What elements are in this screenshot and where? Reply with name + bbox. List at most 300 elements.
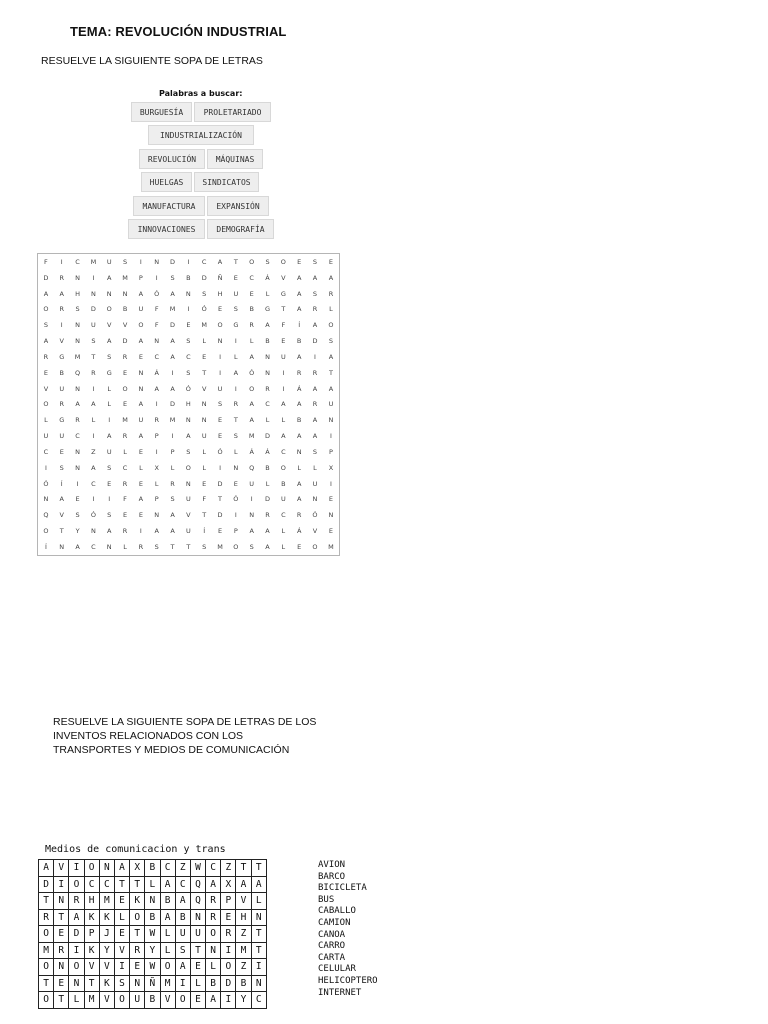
grid-cell[interactable]: A <box>312 384 318 393</box>
grid-cell[interactable]: Ó <box>154 289 160 298</box>
grid-cell[interactable]: S <box>59 463 64 472</box>
word-chip-huelgas[interactable]: HUELGAS <box>141 172 192 192</box>
grid-cell[interactable]: P <box>170 447 175 456</box>
grid-cell[interactable]: A <box>107 526 112 535</box>
grid-cell[interactable]: I <box>282 384 285 393</box>
grid-cell[interactable]: N <box>99 860 114 877</box>
grid-cell[interactable]: A <box>170 511 175 520</box>
grid-cell[interactable]: S <box>43 321 48 330</box>
grid-cell[interactable]: A <box>170 352 175 361</box>
grid-cell[interactable]: S <box>249 542 254 551</box>
grid-cell[interactable]: U <box>280 352 286 361</box>
grid-cell[interactable]: Q <box>190 876 205 893</box>
grid-cell[interactable]: A <box>249 526 254 535</box>
grid-cell[interactable]: T <box>170 542 175 551</box>
grid-cell[interactable]: L <box>313 463 317 472</box>
grid-cell[interactable]: Á <box>296 384 302 393</box>
grid-cell[interactable]: I <box>219 352 221 361</box>
grid-cell[interactable]: M <box>217 542 223 551</box>
grid-cell[interactable]: D <box>201 273 207 282</box>
grid-cell[interactable]: A <box>206 876 221 893</box>
grid-cell[interactable]: L <box>329 305 333 314</box>
grid-cell[interactable]: F <box>154 305 159 314</box>
grid-cell[interactable]: R <box>296 511 302 520</box>
grid-cell[interactable]: A <box>265 542 270 551</box>
grid-cell[interactable]: L <box>170 463 175 472</box>
grid-cell[interactable]: L <box>114 909 129 926</box>
grid-cell[interactable]: V <box>201 384 207 393</box>
grid-cell[interactable]: O <box>138 321 144 330</box>
grid-cell[interactable]: Ó <box>217 447 223 456</box>
grid-cell[interactable]: R <box>39 909 54 926</box>
grid-cell[interactable]: E <box>328 495 333 504</box>
grid-cell[interactable]: S <box>91 337 96 346</box>
grid-cell[interactable]: O <box>39 959 54 976</box>
grid-cell[interactable]: I <box>54 876 69 893</box>
grid-cell[interactable]: E <box>233 273 238 282</box>
grid-cell[interactable]: N <box>217 337 223 346</box>
grid-cell[interactable]: I <box>250 495 253 504</box>
grid-cell[interactable]: W <box>145 959 160 976</box>
grid-cell[interactable]: T <box>91 352 96 361</box>
grid-cell[interactable]: K <box>99 909 114 926</box>
grid-cell[interactable]: R <box>170 479 175 488</box>
grid-cell[interactable]: N <box>90 526 96 535</box>
grid-cell[interactable]: E <box>233 479 238 488</box>
grid-cell[interactable]: E <box>54 975 69 992</box>
grid-cell[interactable]: O <box>221 959 236 976</box>
grid-cell[interactable]: I <box>219 368 221 377</box>
grid-cell[interactable]: M <box>236 942 251 959</box>
grid-cell[interactable]: O <box>43 526 49 535</box>
grid-cell[interactable]: I <box>155 447 158 456</box>
grid-cell[interactable]: T <box>251 942 266 959</box>
grid-cell[interactable]: D <box>69 926 84 943</box>
grid-cell[interactable]: N <box>185 479 191 488</box>
grid-cell[interactable]: Q <box>190 893 205 910</box>
grid-cell[interactable]: N <box>154 337 160 346</box>
grid-cell[interactable]: A <box>91 463 96 472</box>
grid-cell[interactable]: L <box>160 926 175 943</box>
grid-cell[interactable]: F <box>123 495 127 504</box>
grid-cell[interactable]: B <box>249 305 254 314</box>
grid-cell[interactable]: R <box>312 400 318 409</box>
grid-cell[interactable]: R <box>249 321 254 330</box>
grid-cell[interactable]: E <box>59 447 64 456</box>
grid-cell[interactable]: S <box>122 257 128 266</box>
grid-cell[interactable]: A <box>170 289 175 298</box>
grid-cell[interactable]: S <box>186 447 191 456</box>
grid-cell[interactable]: E <box>75 495 80 504</box>
grid-cell[interactable]: O <box>249 384 255 393</box>
grid-cell[interactable]: S <box>107 511 112 520</box>
grid-cell[interactable]: R <box>265 511 270 520</box>
grid-cell[interactable]: A <box>265 321 270 330</box>
grid-cell[interactable]: C <box>160 860 175 877</box>
grid-cell[interactable]: N <box>233 463 239 472</box>
grid-cell[interactable]: L <box>69 992 84 1009</box>
grid-cell[interactable]: A <box>170 526 175 535</box>
grid-cell[interactable]: B <box>59 368 64 377</box>
grid-cell[interactable]: V <box>99 992 114 1009</box>
grid-cell[interactable]: A <box>281 432 286 441</box>
grid-cell[interactable]: O <box>249 257 255 266</box>
grid-cell[interactable]: B <box>296 337 302 346</box>
grid-cell[interactable]: T <box>54 992 69 1009</box>
grid-cell[interactable]: U <box>106 447 112 456</box>
grid-cell[interactable]: N <box>106 289 112 298</box>
grid-cell[interactable]: E <box>190 959 205 976</box>
grid-cell[interactable]: C <box>249 273 254 282</box>
grid-cell[interactable]: R <box>206 893 221 910</box>
grid-cell[interactable]: A <box>138 432 144 441</box>
grid-cell[interactable]: E <box>107 479 112 488</box>
grid-cell[interactable]: O <box>39 926 54 943</box>
grid-cell[interactable]: R <box>59 273 64 282</box>
grid-cell[interactable]: U <box>138 416 144 425</box>
grid-cell[interactable]: O <box>328 321 334 330</box>
grid-cell[interactable]: I <box>69 860 84 877</box>
grid-cell[interactable]: Ñ <box>145 975 160 992</box>
grid-cell[interactable]: V <box>114 942 129 959</box>
grid-cell[interactable]: D <box>170 321 176 330</box>
grid-cell[interactable]: Á <box>265 447 270 456</box>
grid-cell[interactable]: L <box>265 289 270 298</box>
grid-cell[interactable]: Í <box>60 479 63 488</box>
grid-cell[interactable]: A <box>114 860 129 877</box>
grid-cell[interactable]: A <box>138 289 144 298</box>
grid-cell[interactable]: B <box>145 860 160 877</box>
grid-cell[interactable]: C <box>122 463 128 472</box>
grid-cell[interactable]: S <box>175 942 190 959</box>
grid-cell[interactable]: Í <box>203 526 206 535</box>
grid-cell[interactable]: T <box>114 876 129 893</box>
grid-cell[interactable]: I <box>139 257 142 266</box>
grid-cell[interactable]: I <box>187 257 190 266</box>
grid-cell[interactable]: O <box>217 321 223 330</box>
grid-cell[interactable]: R <box>312 368 318 377</box>
grid-cell[interactable]: C <box>91 479 96 488</box>
grid-cell[interactable]: M <box>169 305 176 314</box>
grid-cell[interactable]: M <box>169 416 176 425</box>
grid-cell[interactable]: C <box>75 432 80 441</box>
grid-cell[interactable]: P <box>154 495 159 504</box>
grid-cell[interactable]: Ó <box>312 511 318 520</box>
grid-cell[interactable]: R <box>265 384 270 393</box>
grid-cell[interactable]: L <box>107 400 112 409</box>
grid-cell[interactable]: L <box>145 876 160 893</box>
grid-cell[interactable]: B <box>265 337 270 346</box>
grid-cell[interactable]: R <box>75 416 80 425</box>
grid-cell[interactable]: Á <box>265 273 270 282</box>
word-chip-industrializacion[interactable]: INDUSTRIALIZACIÓN <box>148 125 254 145</box>
grid-cell[interactable]: U <box>249 479 255 488</box>
grid-cell[interactable]: A <box>312 416 318 425</box>
grid-cell[interactable]: C <box>154 352 159 361</box>
grid-cell[interactable]: O <box>69 959 84 976</box>
grid-cell[interactable]: D <box>43 273 49 282</box>
grid-cell[interactable]: U <box>130 992 145 1009</box>
grid-cell[interactable]: E <box>43 368 48 377</box>
grid-cell[interactable]: N <box>206 942 221 959</box>
grid-cell[interactable]: N <box>75 273 80 282</box>
grid-cell[interactable]: A <box>186 432 191 441</box>
grid-cell[interactable]: T <box>236 860 251 877</box>
grid-cell[interactable]: C <box>43 447 49 456</box>
grid-cell[interactable]: O <box>39 992 54 1009</box>
grid-cell[interactable]: S <box>328 337 334 346</box>
grid-cell[interactable]: V <box>312 526 318 535</box>
grid-cell[interactable]: K <box>84 942 99 959</box>
grid-cell[interactable]: L <box>265 416 270 425</box>
grid-cell[interactable]: A <box>154 526 159 535</box>
grid-cell[interactable]: R <box>122 432 128 441</box>
grid-cell[interactable]: O <box>185 463 191 472</box>
grid-cell[interactable]: A <box>233 368 239 377</box>
grid-cell[interactable]: S <box>186 337 191 346</box>
grid-cell[interactable]: E <box>114 893 129 910</box>
grid-cell[interactable]: O <box>114 992 129 1009</box>
grid-cell[interactable]: T <box>59 526 64 535</box>
grid-cell[interactable]: W <box>190 860 205 877</box>
grid-cell[interactable]: Q <box>75 368 81 377</box>
grid-cell[interactable]: F <box>281 321 286 330</box>
grid-cell[interactable]: T <box>84 975 99 992</box>
grid-cell[interactable]: O <box>122 384 128 393</box>
grid-cell[interactable]: V <box>99 959 114 976</box>
grid-cell[interactable]: E <box>221 909 236 926</box>
grid-cell[interactable]: L <box>281 416 286 425</box>
grid-cell[interactable]: R <box>59 400 64 409</box>
grid-cell[interactable]: G <box>59 352 65 361</box>
grid-cell[interactable]: X <box>221 876 236 893</box>
grid-cell[interactable]: S <box>312 257 318 266</box>
grid-cell[interactable]: I <box>234 337 237 346</box>
grid-cell[interactable]: U <box>312 479 318 488</box>
grid-cell[interactable]: Í <box>298 321 301 330</box>
grid-cell[interactable]: C <box>281 447 286 456</box>
grid-cell[interactable]: T <box>39 893 54 910</box>
grid-cell[interactable]: L <box>281 542 286 551</box>
grid-cell[interactable]: T <box>328 368 333 377</box>
grid-cell[interactable]: S <box>107 463 112 472</box>
grid-cell[interactable]: E <box>297 257 302 266</box>
grid-cell[interactable]: A <box>312 273 318 282</box>
grid-cell[interactable]: L <box>123 542 127 551</box>
grid-cell[interactable]: O <box>175 992 190 1009</box>
grid-cell[interactable]: R <box>233 400 239 409</box>
grid-cell[interactable]: I <box>92 432 95 441</box>
grid-cell[interactable]: A <box>69 909 84 926</box>
grid-cell[interactable]: E <box>217 526 223 535</box>
grid-cell[interactable]: I <box>171 432 174 441</box>
grid-cell[interactable]: R <box>296 368 302 377</box>
grid-cell[interactable]: Y <box>99 942 114 959</box>
grid-cell[interactable]: E <box>138 511 143 520</box>
grid-cell[interactable]: E <box>217 432 223 441</box>
grid-cell[interactable]: K <box>130 893 145 910</box>
grid-cell[interactable]: K <box>99 975 114 992</box>
grid-cell[interactable]: O <box>84 860 99 877</box>
grid-cell[interactable]: E <box>202 352 207 361</box>
grid-cell[interactable]: P <box>233 526 238 535</box>
grid-cell[interactable]: E <box>123 400 128 409</box>
grid-cell[interactable]: H <box>217 289 223 298</box>
grid-cell[interactable]: O <box>312 542 318 551</box>
grid-cell[interactable]: A <box>249 400 254 409</box>
grid-cell[interactable]: R <box>206 909 221 926</box>
grid-cell[interactable]: V <box>59 511 64 520</box>
grid-cell[interactable]: O <box>69 876 84 893</box>
grid-cell[interactable]: A <box>107 432 112 441</box>
word-chip-demografia[interactable]: DEMOGRAFÍA <box>207 219 274 239</box>
grid-cell[interactable]: D <box>170 257 176 266</box>
grid-cell[interactable]: N <box>75 384 80 393</box>
grid-cell[interactable]: X <box>328 463 334 472</box>
grid-cell[interactable]: T <box>251 860 266 877</box>
grid-cell[interactable]: A <box>296 273 302 282</box>
grid-cell[interactable]: E <box>281 337 286 346</box>
grid-cell[interactable]: I <box>69 942 84 959</box>
grid-cell[interactable]: N <box>145 893 160 910</box>
grid-cell[interactable]: V <box>84 959 99 976</box>
grid-cell[interactable]: F <box>202 495 207 504</box>
grid-cell[interactable]: N <box>201 400 207 409</box>
word-chip-maquinas[interactable]: MÁQUINAS <box>207 149 263 169</box>
grid-cell[interactable]: A <box>160 909 175 926</box>
grid-cell[interactable]: I <box>187 305 190 314</box>
grid-cell[interactable]: N <box>138 368 144 377</box>
grid-cell[interactable]: L <box>160 942 175 959</box>
grid-cell[interactable]: I <box>314 352 316 361</box>
grid-cell[interactable]: E <box>249 289 254 298</box>
grid-cell[interactable]: A <box>175 893 190 910</box>
grid-cell[interactable]: C <box>75 257 80 266</box>
grid-cell[interactable]: A <box>296 400 302 409</box>
word-chip-expansion[interactable]: EXPANSIÓN <box>207 196 269 216</box>
grid-cell[interactable]: N <box>43 495 49 504</box>
grid-cell[interactable]: R <box>54 942 69 959</box>
grid-cell[interactable]: R <box>122 479 128 488</box>
grid-cell[interactable]: G <box>59 416 65 425</box>
grid-cell[interactable]: A <box>296 305 302 314</box>
grid-cell[interactable]: A <box>206 992 221 1009</box>
grid-cell[interactable]: S <box>107 352 112 361</box>
grid-cell[interactable]: A <box>296 495 302 504</box>
grid-cell[interactable]: U <box>59 432 65 441</box>
grid-cell[interactable]: A <box>154 384 159 393</box>
grid-cell[interactable]: A <box>138 495 144 504</box>
word-chip-burguesia[interactable]: BURGUESÍA <box>131 102 192 122</box>
grid-cell[interactable]: E <box>186 321 191 330</box>
grid-cell[interactable]: M <box>99 893 114 910</box>
grid-cell[interactable]: C <box>201 257 207 266</box>
grid-cell[interactable]: O <box>206 926 221 943</box>
grid-cell[interactable]: S <box>233 432 238 441</box>
grid-cell[interactable]: M <box>74 352 81 361</box>
grid-cell[interactable]: D <box>217 479 223 488</box>
grid-cell[interactable]: N <box>138 384 144 393</box>
grid-cell[interactable]: N <box>328 416 334 425</box>
grid-cell[interactable]: D <box>122 337 128 346</box>
grid-cell[interactable]: A <box>160 876 175 893</box>
grid-cell[interactable]: T <box>281 305 286 314</box>
grid-cell[interactable]: A <box>138 400 144 409</box>
grid-cell[interactable]: B <box>236 975 251 992</box>
grid-cell[interactable]: N <box>75 321 80 330</box>
grid-cell[interactable]: Y <box>75 526 80 535</box>
grid-cell[interactable]: E <box>114 926 129 943</box>
grid-cell[interactable]: A <box>249 416 254 425</box>
grid-cell[interactable]: L <box>234 352 238 361</box>
grid-cell[interactable]: N <box>54 959 69 976</box>
grid-cell[interactable]: N <box>106 542 112 551</box>
grid-cell[interactable]: N <box>75 447 80 456</box>
grid-cell[interactable]: S <box>233 305 238 314</box>
grid-cell[interactable]: E <box>123 511 128 520</box>
grid-cell[interactable]: U <box>185 495 191 504</box>
grid-cell[interactable]: J <box>99 926 114 943</box>
grid-cell[interactable]: N <box>90 289 96 298</box>
grid-cell[interactable]: Y <box>236 992 251 1009</box>
grid-cell[interactable]: U <box>59 384 65 393</box>
grid-cell[interactable]: V <box>107 321 112 330</box>
grid-cell[interactable]: M <box>248 432 255 441</box>
grid-cell[interactable]: M <box>160 975 175 992</box>
grid-cell[interactable]: I <box>234 384 237 393</box>
grid-cell[interactable]: N <box>185 416 191 425</box>
grid-cell[interactable]: U <box>175 926 190 943</box>
grid-cell[interactable]: R <box>328 289 334 298</box>
grid-cell[interactable]: U <box>328 400 334 409</box>
grid-cell[interactable]: L <box>91 416 96 425</box>
grid-cell[interactable]: V <box>236 893 251 910</box>
grid-cell[interactable]: A <box>281 400 286 409</box>
grid-cell[interactable]: A <box>328 384 334 393</box>
grid-cell[interactable]: T <box>186 542 191 551</box>
grid-cell[interactable]: E <box>202 479 207 488</box>
grid-cell[interactable]: O <box>233 542 239 551</box>
grid-cell[interactable]: S <box>114 975 129 992</box>
grid-cell[interactable]: E <box>217 416 223 425</box>
grid-cell[interactable]: A <box>107 273 112 282</box>
grid-cell[interactable]: B <box>145 909 160 926</box>
grid-cell[interactable]: P <box>221 893 236 910</box>
grid-cell[interactable]: L <box>202 463 206 472</box>
grid-cell[interactable]: L <box>206 959 221 976</box>
grid-cell[interactable]: L <box>202 337 206 346</box>
grid-cell[interactable]: A <box>75 542 80 551</box>
grid-cell[interactable]: T <box>233 416 238 425</box>
grid-cell[interactable]: A <box>296 352 302 361</box>
grid-cell[interactable]: R <box>312 305 318 314</box>
grid-cell[interactable]: H <box>75 289 81 298</box>
grid-cell[interactable]: R <box>122 526 128 535</box>
grid-cell[interactable]: I <box>139 526 142 535</box>
grid-cell[interactable]: U <box>280 495 286 504</box>
grid-cell[interactable]: I <box>155 273 158 282</box>
grid-cell[interactable]: E <box>328 526 333 535</box>
grid-cell[interactable]: D <box>90 305 96 314</box>
grid-cell[interactable]: A <box>265 526 270 535</box>
grid-cell[interactable]: E <box>190 992 205 1009</box>
grid-cell[interactable]: A <box>175 959 190 976</box>
grid-cell[interactable]: T <box>202 511 207 520</box>
grid-cell[interactable]: N <box>130 975 145 992</box>
grid-cell[interactable]: R <box>59 305 64 314</box>
grid-cell[interactable]: G <box>280 289 286 298</box>
grid-cell[interactable]: K <box>84 909 99 926</box>
